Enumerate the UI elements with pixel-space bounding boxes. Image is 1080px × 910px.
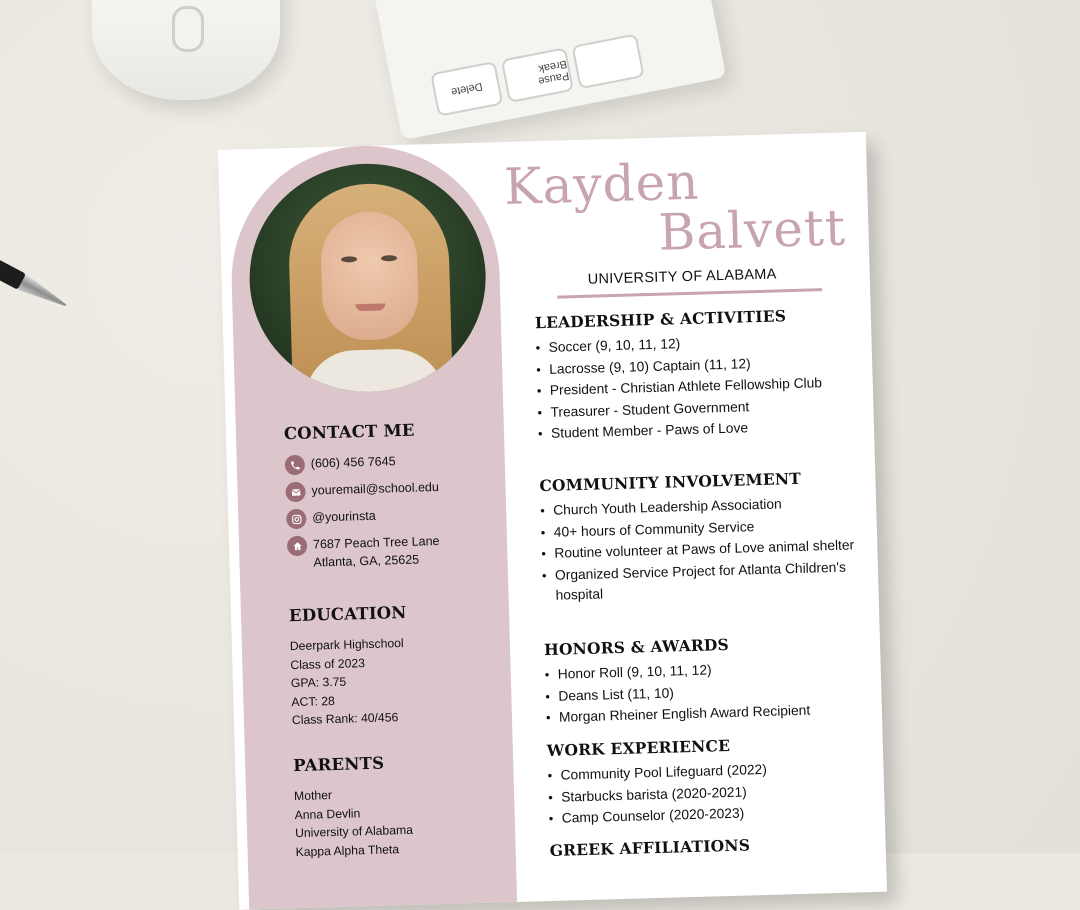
email-text: youremail@school.edu — [311, 479, 440, 498]
instagram-text: @yourinsta — [312, 508, 376, 525]
mouse-scroll-wheel — [172, 6, 204, 52]
education-line: GPA: 3.75 — [290, 674, 347, 691]
work-section — [547, 732, 869, 830]
leadership-heading: LEADERSHIP & ACTIVITIES — [534, 306, 787, 333]
greek-section — [549, 832, 870, 866]
list-item: • Organized Service Project for Atlanta Children's hospital — [542, 557, 863, 607]
profile-photo — [246, 161, 488, 396]
address-line1: 7687 Peach Tree Lane — [312, 533, 440, 552]
resume-page — [218, 132, 887, 910]
phone-icon — [285, 455, 306, 476]
address-line2: Atlanta, GA, 25625 — [313, 552, 420, 570]
leadership-section — [535, 304, 859, 445]
contact-address — [287, 532, 441, 572]
parents-line: University of Alabama — [294, 822, 414, 841]
mail-icon — [285, 482, 306, 503]
instagram-icon — [286, 509, 307, 530]
list-item: • Honor Roll (9, 10, 11, 12) — [545, 656, 865, 685]
education-line: Deerpark Highschool — [289, 636, 404, 654]
phone-text: (606) 456 7645 — [310, 454, 396, 471]
first-name: Kayden — [503, 152, 701, 217]
last-name: Balvett — [657, 198, 847, 262]
honors-section — [544, 631, 866, 729]
education-line: Class of 2023 — [290, 655, 366, 672]
education-section — [289, 603, 410, 730]
contact-heading: CONTACT ME — [283, 420, 415, 444]
list-item: • Camp Counselor (2020-2023) — [549, 800, 869, 829]
list-item: • Church Youth Leadership Association — [540, 492, 860, 521]
list-item: • Morgan Rheiner English Award Recipient — [546, 699, 866, 728]
school-underline — [557, 288, 822, 298]
school-name: UNIVERSITY OF ALABAMA — [587, 266, 777, 288]
list-item: • Treasurer - Student Government — [537, 394, 857, 423]
contact-section — [284, 420, 442, 579]
contact-email — [285, 478, 439, 502]
parents-section — [293, 753, 414, 861]
list-item: • Community Pool Lifeguard (2022) — [547, 757, 867, 786]
community-section — [539, 467, 863, 607]
list-item: • President - Christian Athlete Fellowship Club — [537, 372, 857, 401]
parents-line: Anna Devlin — [294, 805, 361, 822]
list-item: • Lacrosse (9, 10) Captain (11, 12) — [536, 351, 856, 380]
list-item: • Soccer (9, 10, 11, 12) — [535, 329, 855, 358]
list-item: • Deans List (11, 10) — [545, 678, 865, 707]
contact-instagram — [286, 505, 440, 529]
education-heading: EDUCATION — [288, 602, 407, 626]
list-item: • 40+ hours of Community Service — [541, 514, 861, 543]
greek-heading: GREEK AFFILIATIONS — [549, 835, 751, 861]
education-line: Class Rank: 40/456 — [291, 710, 399, 728]
parents-line: Mother — [293, 788, 333, 804]
education-line: ACT: 28 — [291, 693, 335, 709]
list-item: • Routine volunteer at Paws of Love animal shelter — [541, 535, 861, 564]
work-heading: WORK EXPERIENCE — [546, 735, 731, 761]
list-item: • Student Member - Paws of Love — [538, 415, 858, 444]
list-item: • Starbucks barista (2020-2021) — [548, 779, 868, 808]
parents-line: Kappa Alpha Theta — [295, 841, 400, 859]
delete-key: Delete — [430, 61, 503, 117]
keyboard-key — [572, 34, 645, 90]
home-icon — [287, 536, 308, 557]
honors-heading: HONORS & AWARDS — [543, 634, 730, 660]
contact-phone — [285, 451, 439, 475]
pause-break-key: Pause Break — [501, 47, 574, 103]
parents-heading: PARENTS — [292, 753, 385, 776]
community-heading: COMMUNITY INVOLVEMENT — [539, 468, 802, 496]
resume-sidebar — [228, 142, 517, 909]
